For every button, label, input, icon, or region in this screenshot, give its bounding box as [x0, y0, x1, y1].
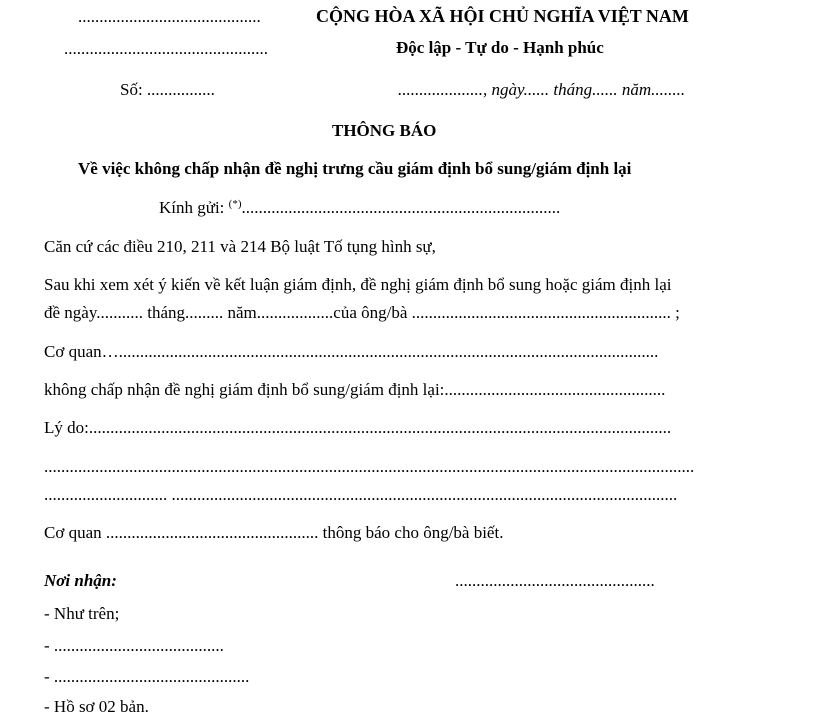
signature-blank: ...............................................	[455, 571, 655, 590]
recipient-line	[159, 199, 560, 216]
recipient-item: - Như trên;	[44, 604, 120, 623]
reason-blank-2: ............................. .......................................................................................................................	[44, 485, 678, 504]
recipient-item: - Hồ sơ 02 bản.	[44, 697, 149, 716]
recipient-item: - ..............................................	[44, 667, 250, 686]
recipient-blank: ...........................................................................	[241, 198, 561, 217]
recipient-label: Kính gửi:	[159, 198, 229, 217]
rejection-line: không chấp nhận đề nghị giám định bổ sung/giám định lại:....................................................	[44, 380, 666, 399]
country-name: CỘNG HÒA XÃ HỘI CHỦ NGHĨA VIỆT NAM	[316, 6, 689, 26]
issuing-authority-blank: ...........................................	[78, 7, 261, 26]
national-motto: Độc lập - Tự do - Hạnh phúc	[396, 38, 604, 57]
reason-line: Lý do:.........................................................................................................................................	[44, 418, 672, 437]
agency-line: Cơ quan…...............................................................................................................................	[44, 342, 659, 361]
place-date: ...................., ngày...... tháng...... năm........	[398, 80, 686, 99]
notify-line: Cơ quan .................................................. thông báo cho ông/bà biết.	[44, 523, 504, 542]
review-line-2: đề ngày........... tháng......... năm..................của ông/bà ............................................................. ;	[44, 303, 680, 322]
document-subtitle: Về việc không chấp nhận đề nghị trưng cầu giám định bổ sung/giám định lại	[78, 159, 632, 178]
review-line-1: Sau khi xem xét ý kiến về kết luận giám định, đề nghị giám định bổ sung hoặc giám định lại	[44, 275, 672, 294]
recipients-label: Nơi nhận:	[44, 571, 117, 590]
legal-basis: Căn cứ các điều 210, 211 và 214 Bộ luật Tố tụng hình sự,	[44, 237, 436, 256]
recipient-item: - ........................................	[44, 636, 224, 655]
issuing-unit-blank: ................................................	[64, 39, 268, 58]
recipient-marker: (*)	[228, 198, 242, 210]
reason-blank-1: .........................................................................................................................................................	[44, 457, 695, 476]
document-title: THÔNG BÁO	[332, 121, 437, 140]
document-number: Số: ................	[120, 80, 215, 99]
